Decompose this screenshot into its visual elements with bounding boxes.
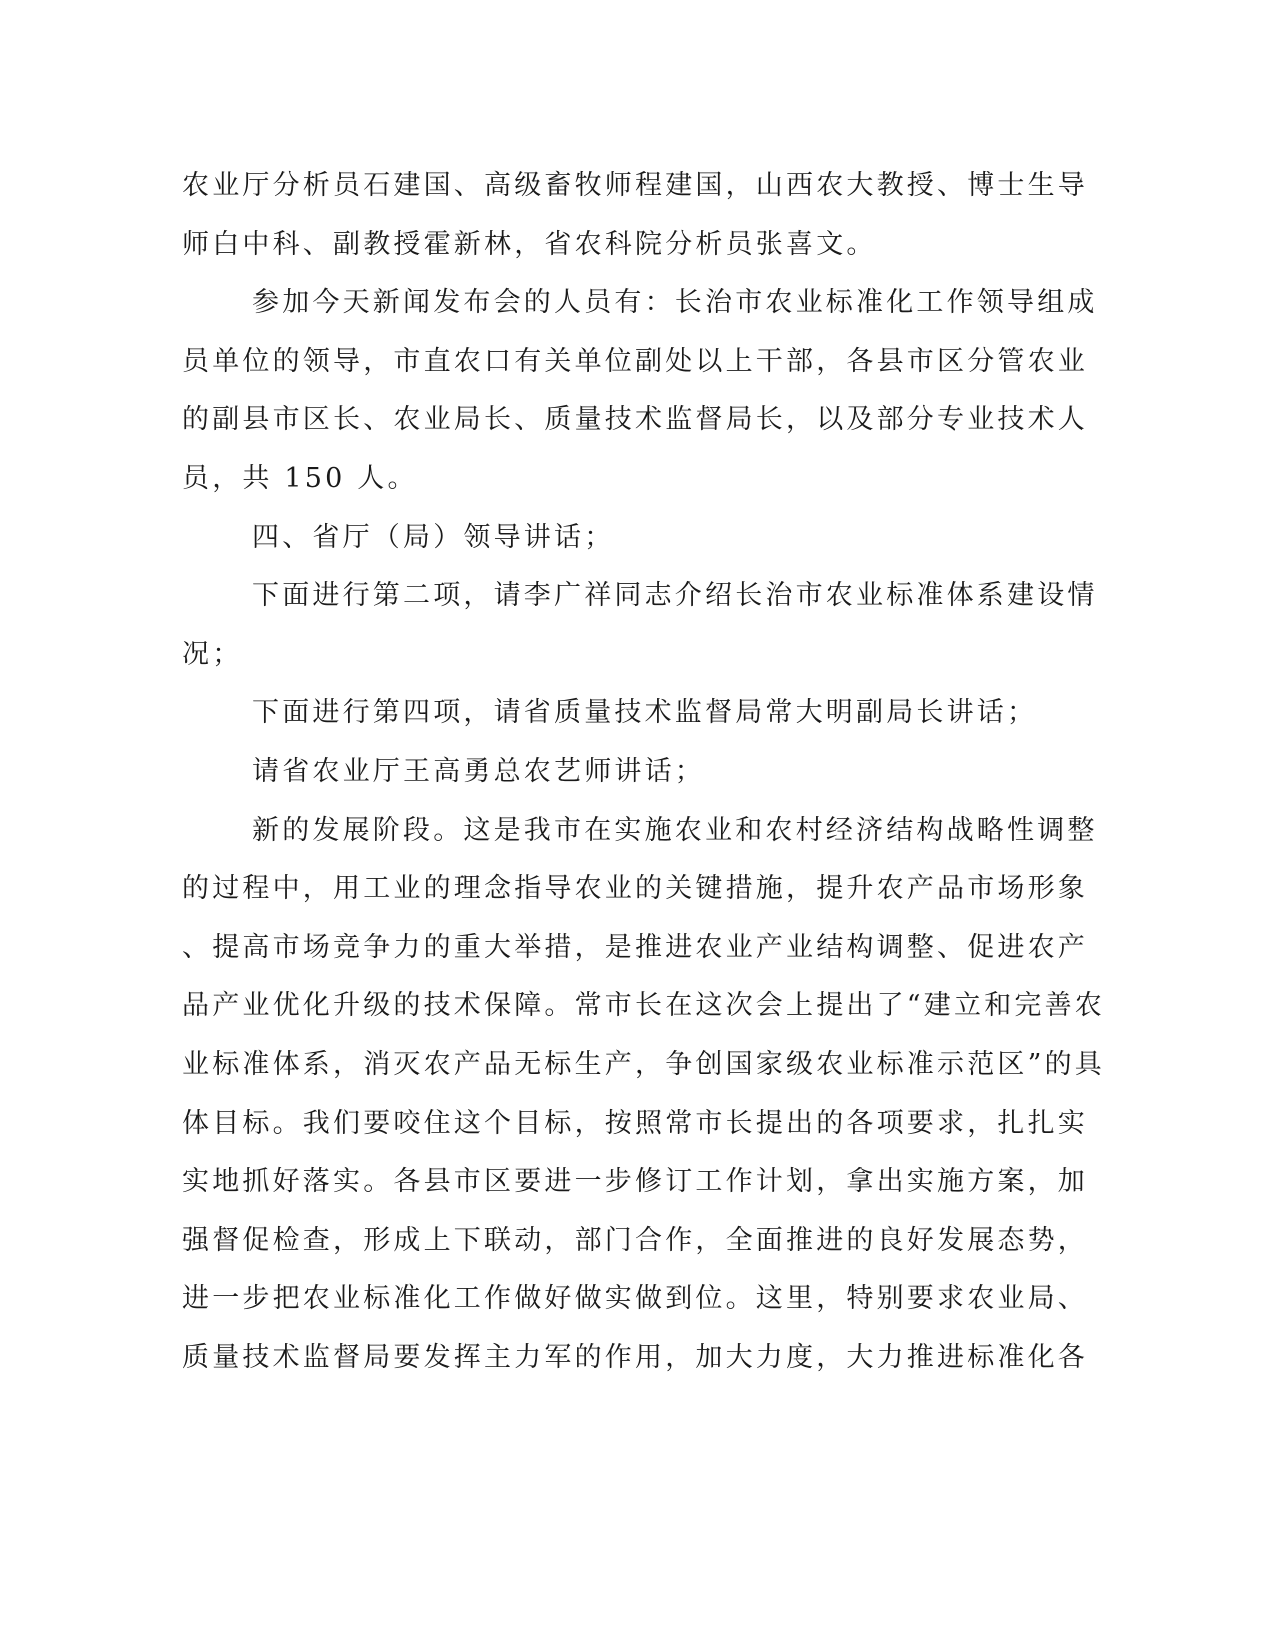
text-line: 师白中科、副教授霍新林，省农科院分析员张喜文。 [182, 228, 877, 260]
text-line: 的副县市区长、农业局长、质量技术监督局长，以及部分专业技术人 [182, 404, 1088, 436]
text-line: 员单位的领导，市直农口有关单位副处以上干部，各县市区分管农业 [182, 345, 1088, 377]
text-line: 新的发展阶段。这是我市在实施农业和农村经济结构战略性调整 [252, 814, 1098, 846]
text-line: 强督促检查，形成上下联动，部门合作，全面推进的良好发展态势， [182, 1224, 1088, 1256]
text-line: 员，共 150 人。 [182, 462, 418, 494]
text-line: 况； [182, 638, 243, 670]
section-heading: 四、省厅（局）领导讲话； [252, 521, 615, 553]
text-line: 业标准体系，消灭农产品无标生产，争创国家级农业标准示范区”的具 [182, 1048, 1106, 1080]
text-line: 下面进行第四项，请省质量技术监督局常大明副局长讲话； [252, 697, 1038, 729]
text-line: 参加今天新闻发布会的人员有：长治市农业标准化工作领导组成 [252, 287, 1098, 319]
text-line: 实地抓好落实。各县市区要进一步修订工作计划，拿出实施方案，加 [182, 1166, 1088, 1198]
text-line: 下面进行第二项，请李广祥同志介绍长治市农业标准体系建设情 [252, 580, 1098, 612]
text-line: 体目标。我们要咬住这个目标，按照常市长提出的各项要求，扎扎实 [182, 1107, 1088, 1139]
text-line: 质量技术监督局要发挥主力军的作用，加大力度，大力推进标准化各 [182, 1341, 1088, 1373]
text-line: 、提高市场竞争力的重大举措，是推进农业产业结构调整、促进农产 [182, 931, 1088, 963]
text-line: 进一步把农业标准化工作做好做实做到位。这里，特别要求农业局、 [182, 1283, 1088, 1315]
text-line: 的过程中，用工业的理念指导农业的关键措施，提升农产品市场形象 [182, 873, 1088, 905]
text-line: 请省农业厅王高勇总农艺师讲话； [252, 755, 705, 787]
document-body [182, 157, 1106, 1387]
text-line: 品产业优化升级的技术保障。常市长在这次会上提出了“建立和完善农 [182, 990, 1106, 1022]
text-line: 农业厅分析员石建国、高级畜牧师程建国，山西农大教授、博士生导 [182, 170, 1088, 201]
